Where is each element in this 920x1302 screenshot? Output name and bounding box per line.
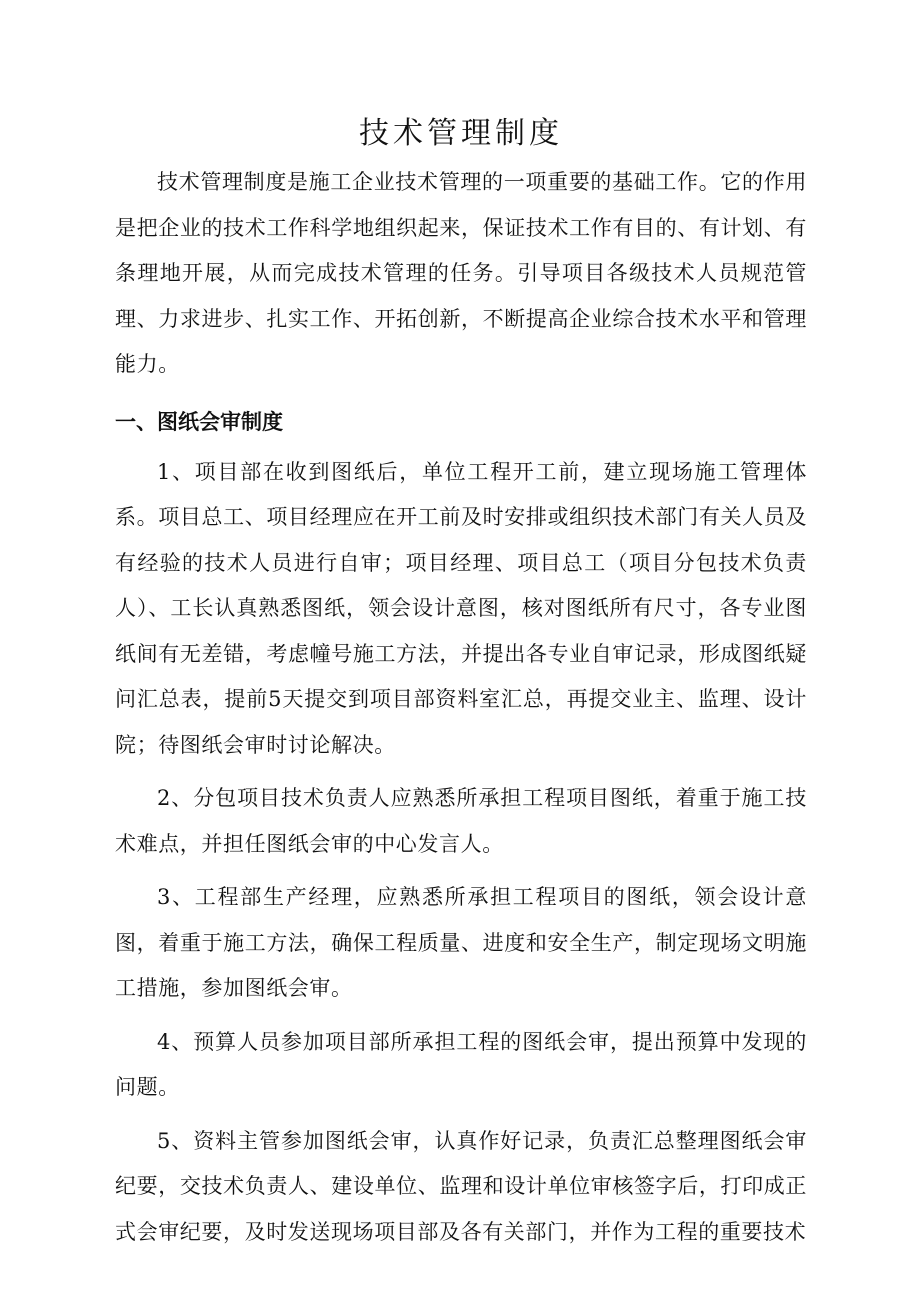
list-item-2: 2、分包项目技术负责人应熟悉所承担工程项目图纸，着重于施工技术难点，并担任图纸会审的中心发言人。 [115, 786, 807, 856]
document-title: 技术管理制度 [359, 116, 563, 151]
document-page [115, 112, 807, 1263]
list-item-3: 3、工程部生产经理，应熟悉所承担工程项目的图纸，领会设计意图，着重于施工方法，确保工程质量、进度和安全生产，制定现场文明施工措施，参加图纸会审。 [115, 885, 807, 1000]
list-item-5: 5、资料主管参加图纸会审，认真作好记录，负责汇总整理图纸会审纪要，交技术负责人、建设单位、监理和设计单位审核签字后，打印成正式会审纪要，及时发送现场项目部及各有关部门，并作为工程的重要技术 [115, 1128, 807, 1244]
list-item-4: 4、预算人员参加项目部所承担工程的图纸会审，提出预算中发现的问题。 [115, 1029, 807, 1099]
section-heading-drawing-review: 一、图纸会审制度 [115, 409, 283, 434]
intro-paragraph: 技术管理制度是施工企业技术管理的一项重要的基础工作。它的作用是把企业的技术工作科学地组织起来，保证技术工作有目的、有计划、有条理地开展，从而完成技术管理的任务。引导项目各级技术人员规范管理、力求进步、扎实工作、开拓创新，不断提高企业综合技术水平和管理能力。 [115, 170, 807, 376]
list-item-1: 1、项目部在收到图纸后，单位工程开工前，建立现场施工管理体系。项目总工、项目经理应在开工前及时安排或组织技术部门有关人员及有经验的技术人员进行自审；项目经理、项目总工（项目分包技术负责人）、工长认真熟悉图纸，领会设计意图，核对图纸所有尺寸，各专业图纸间有无差错，考虑幢号施工方法，并提出各专业自审记录，形成图纸疑问汇总表，提前5天提交到项目部资料室汇总，再提交业主、监理、设计院；待图纸会审时讨论解决。 [115, 459, 807, 757]
